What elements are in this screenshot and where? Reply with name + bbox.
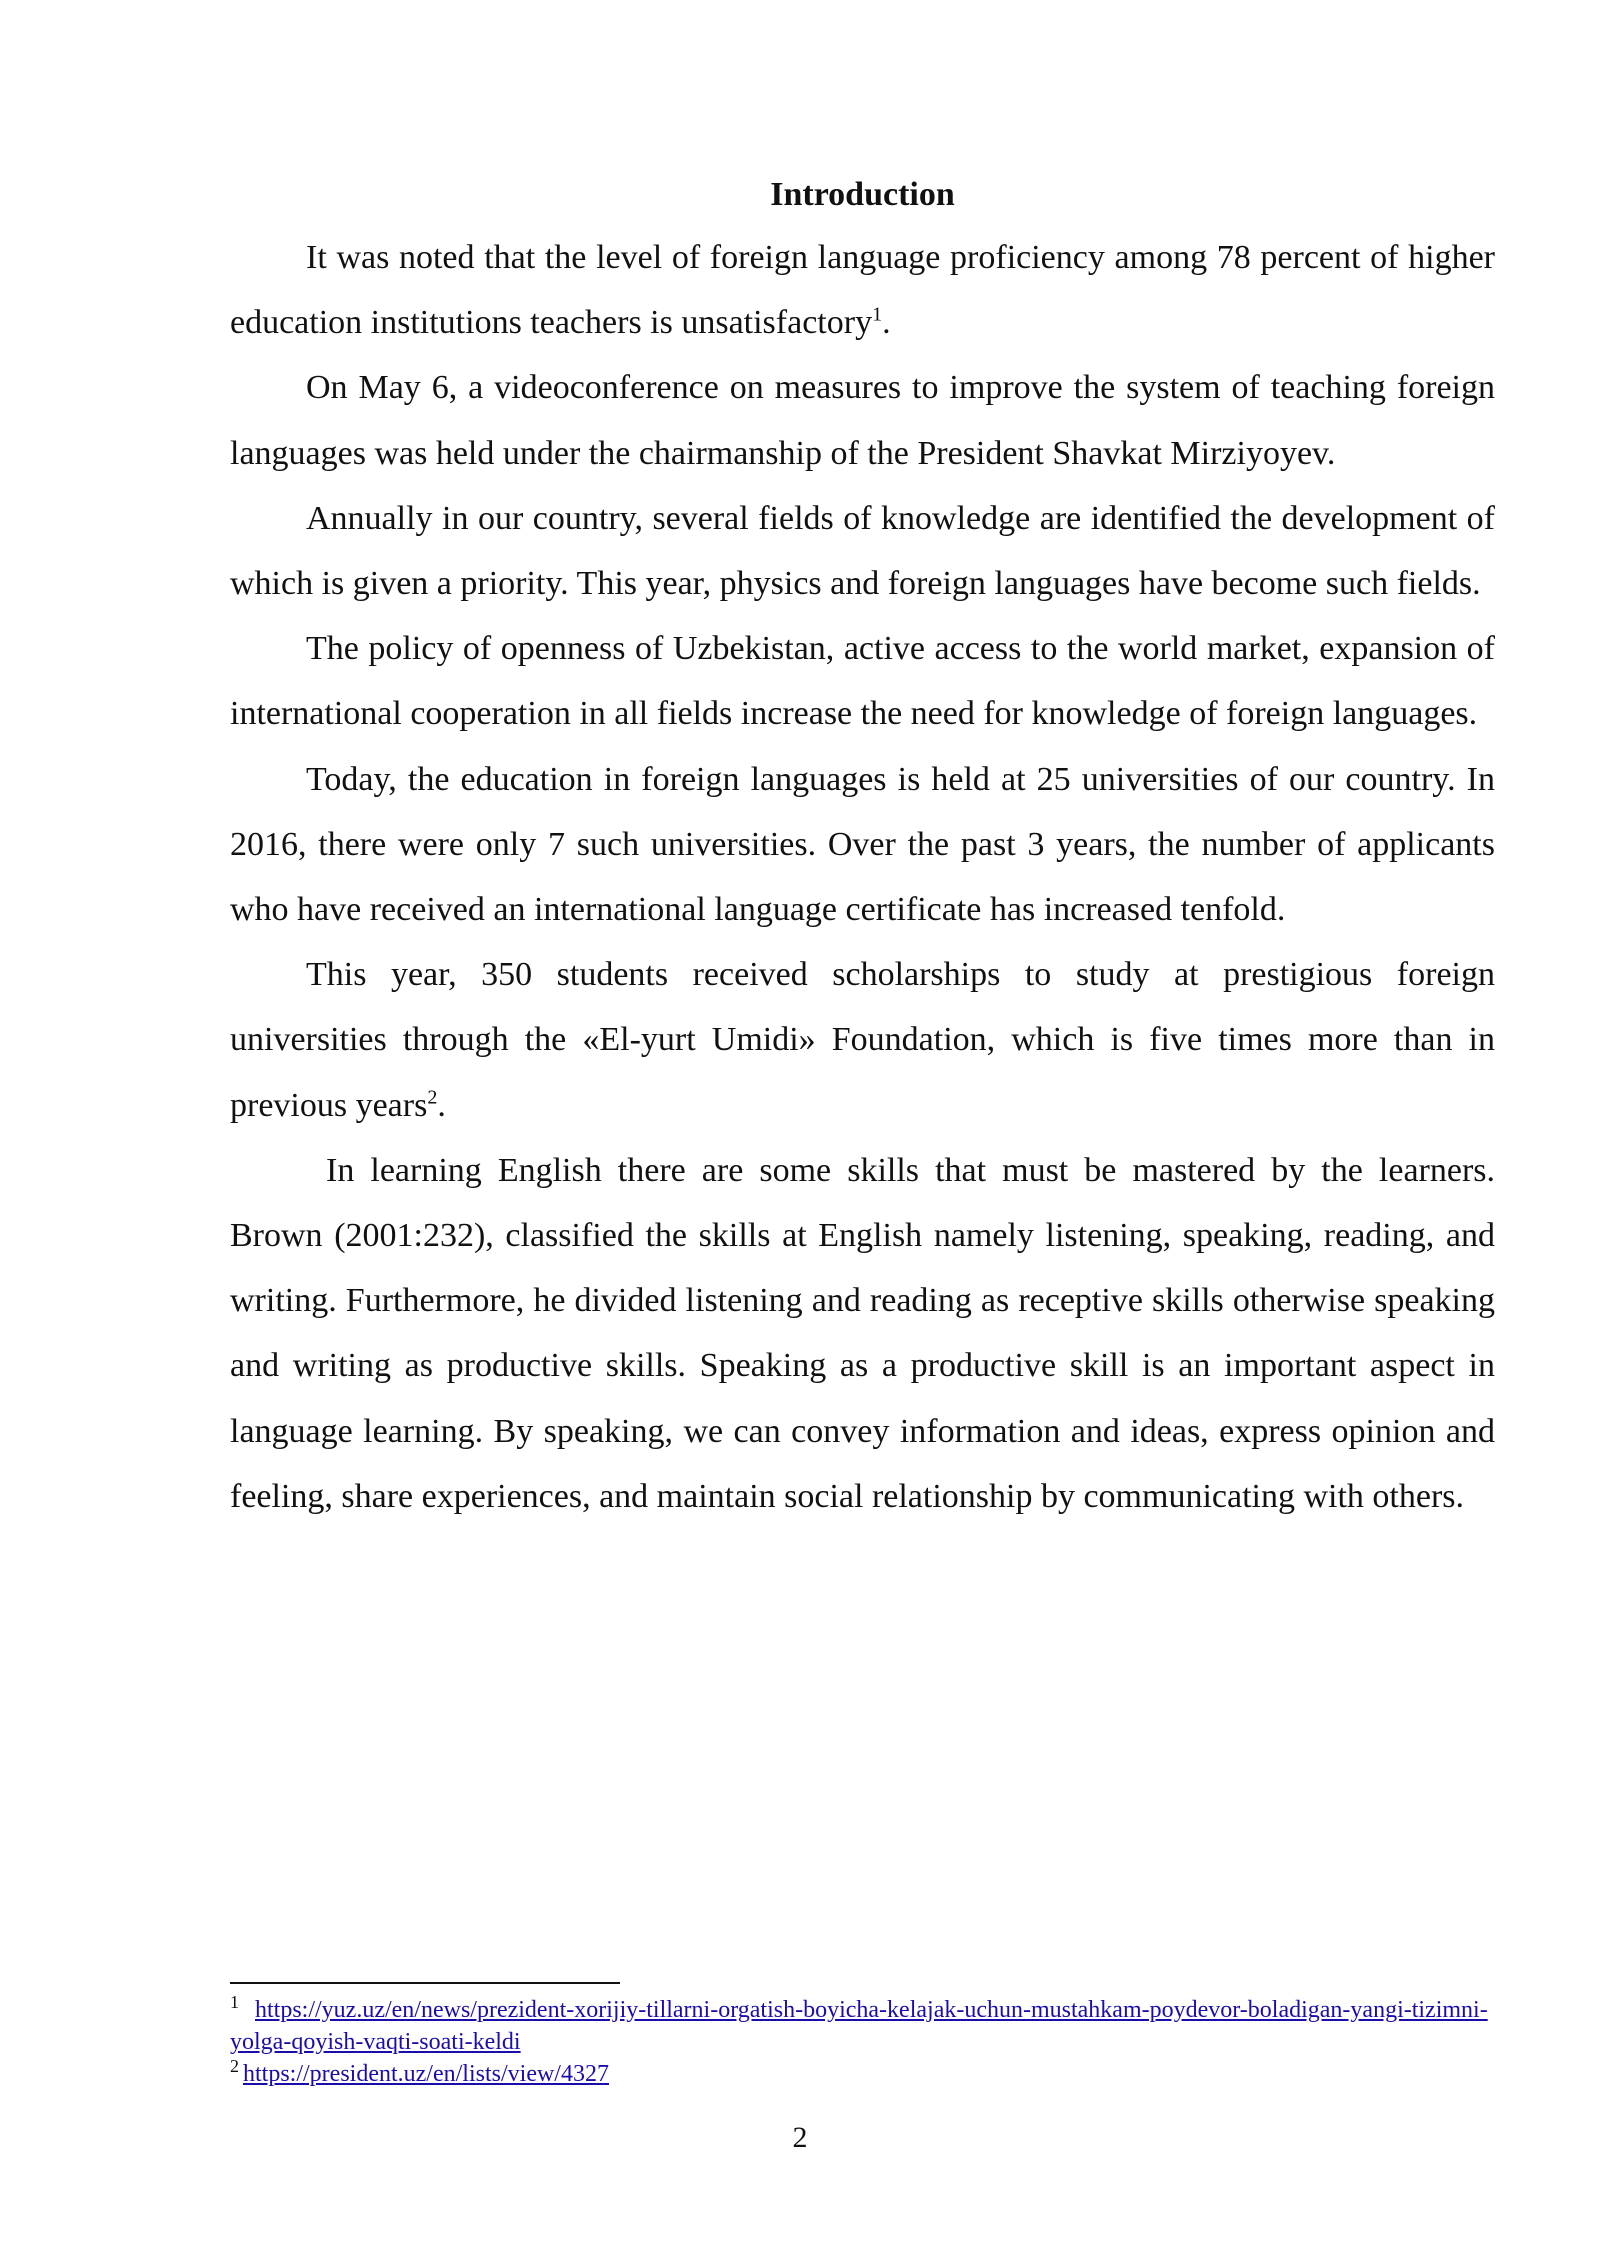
- footnote-2-number: 2: [230, 2056, 239, 2076]
- footnote-1-number: 1: [230, 1992, 239, 2012]
- footnotes-section: [230, 1982, 1495, 2090]
- main-content: [230, 165, 1495, 1529]
- footnote-2-link[interactable]: https://president.uz/en/lists/view/4327: [243, 2061, 609, 2087]
- paragraph-5: Today, the education in foreign languages is held at 25 universities of our country. In 2016, there were only 7 such universities. Over the past 3 years, the number of applicants who have received an international language certificate has increased tenfold.: [230, 760, 1495, 929]
- paragraph-1-tail: .: [882, 304, 891, 342]
- footnote-separator: [230, 1982, 620, 1984]
- footnote-2: [230, 2058, 1495, 2090]
- paragraph-6: [230, 942, 1495, 1138]
- paragraph-1-text: It was noted that the level of foreign language proficiency among 78 percent of higher education institutions teachers is unsatisfactory: [230, 239, 1495, 342]
- paragraph-7: In learning English there are some skills that must be mastered by the learners. Brown (2001:232), classified the skills at English namely listening, speaking, reading, and writing. Furthermore, he divided listening and reading as receptive skills otherwise speaking and writing as productive skills. Speaking as a productive skill is an important aspect in language learning. By speaking, we can convey information and ideas, express opinion and feeling, share experiences, and maintain social relationship by communicating with others.: [230, 1151, 1495, 1515]
- page-title: Introduction: [770, 176, 955, 213]
- paragraph-3: Annually in our country, several fields of knowledge are identified the development of which is given a priority. This year, physics and foreign languages have become such fields.: [230, 499, 1495, 603]
- footnote-1-link[interactable]: https://yuz.uz/en/news/prezident-xorijiy-tillarni-orgatish-boyicha-kelajak-uchun-mustahkam-poydevor-boladigan-yangi-tizimni-yolga-qoyish-vaqti-soati-keldi: [230, 1997, 1488, 2055]
- footnote-1: [230, 1994, 1495, 2058]
- page-number: 2: [792, 2121, 808, 2154]
- paragraph-6-tail: .: [437, 1086, 446, 1124]
- paragraph-1: [230, 225, 1495, 355]
- footnote-ref-2[interactable]: 2: [427, 1086, 438, 1109]
- paragraph-2: On May 6, a videoconference on measures to improve the system of teaching foreign languages was held under the chairmanship of the President Shavkat Mirziyoyev.: [230, 369, 1495, 472]
- paragraph-4: The policy of openness of Uzbekistan, active access to the world market, expansion of international cooperation in all fields increase the need for knowledge of foreign languages.: [230, 630, 1495, 733]
- footnote-ref-1[interactable]: 1: [872, 303, 883, 326]
- paragraph-6-text: This year, 350 students received scholarships to study at prestigious foreign universities through the «El-yurt Umidi» Foundation, which is five times more than in previous years: [230, 956, 1495, 1124]
